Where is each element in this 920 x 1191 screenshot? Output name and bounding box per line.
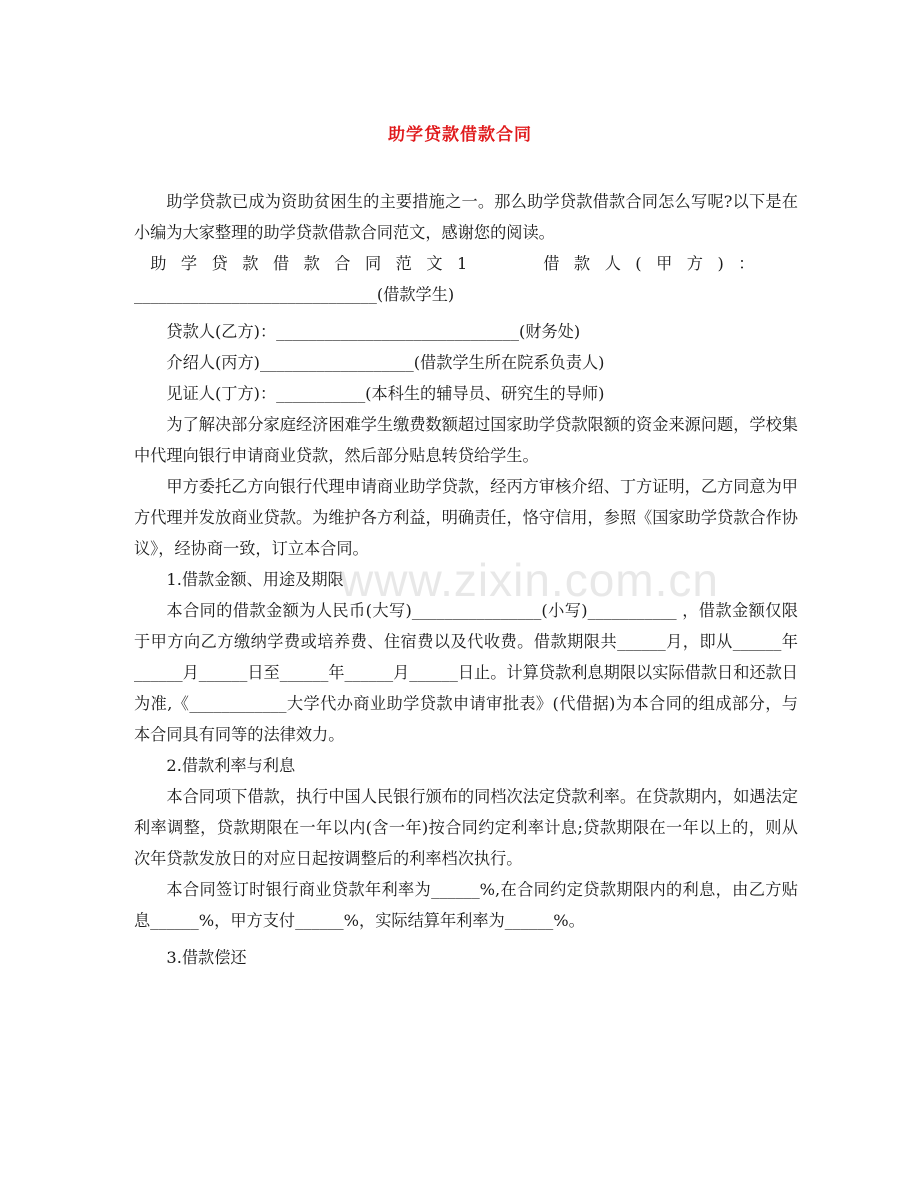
- entrust-paragraph: 甲方委托乙方向银行代理申请商业助学贷款，经丙方审核介绍、丁方证明，乙方同意为甲方代理并发放商业贷款。为维护各方利益，明确责任，恪守信用，参照《国家助学贷款合作协议》，经协商一致，订立本合同。: [134, 477, 798, 558]
- sample-heading-line: 助学贷款借款合同范文1 借款人(甲方)：: [150, 254, 769, 273]
- intro-paragraph: 助学贷款已成为资助贫困生的主要措施之一。那么助学贷款借款合同怎么写呢?以下是在小编为大家整理的助学贷款借款合同范文，感谢您的阅读。: [134, 192, 798, 242]
- introducer-line: 介绍人(丙方)___________________(借款学生所在院系负责人): [166, 353, 605, 372]
- watermark: www.zixin.com.cn: [340, 554, 719, 606]
- section-1-body: 本合同的借款金额为人民币(大写)________________(小写)___________ ，借款金额仅限于甲方向乙方缴纳学费或培养费、住宿费以及代收费。借款期限共______月，即从______年______月______日至______年______月______日止。计算贷款利息期限以实际借款日和还款日为准,《____________大学代办商业助学贷款申请审批表》(代借据)为本合同的组成部分，与本合同具有同等的法律效力。: [134, 601, 798, 744]
- document-title: 助学贷款借款合同: [388, 125, 532, 145]
- section-heading-3: 3.借款偿还: [166, 948, 247, 967]
- section-heading-2: 2.借款利率与利息: [166, 756, 296, 775]
- borrower-line: ______________________________(借款学生): [134, 285, 455, 304]
- section-heading-1: 1.借款金额、用途及期限: [166, 570, 344, 589]
- witness-line: 见证人(丁方)：___________(本科生的辅导员、研究生的导师): [166, 384, 605, 403]
- section-2-body-1: 本合同项下借款，执行中国人民银行颁布的同档次法定贷款利率。在贷款期内，如遇法定利率调整，贷款期限在一年以内(含一年)按合同约定利率计息;贷款期限在一年以上的，则从次年贷款发放日的对应日起按调整后的利率档次执行。: [134, 787, 798, 868]
- purpose-paragraph: 为了解决部分家庭经济困难学生缴费数额超过国家助学贷款限额的资金来源问题，学校集中代理向银行申请商业贷款，然后部分贴息转贷给学生。: [134, 415, 798, 465]
- section-2-body-2: 本合同签订时银行商业贷款年利率为______%,在合同约定贷款期限内的利息，由乙方贴息______%，甲方支付______%，实际结算年利率为______%。: [134, 880, 798, 930]
- lender-line: 贷款人(乙方)：______________________________(财务处): [166, 322, 581, 341]
- document-body: [134, 186, 798, 973]
